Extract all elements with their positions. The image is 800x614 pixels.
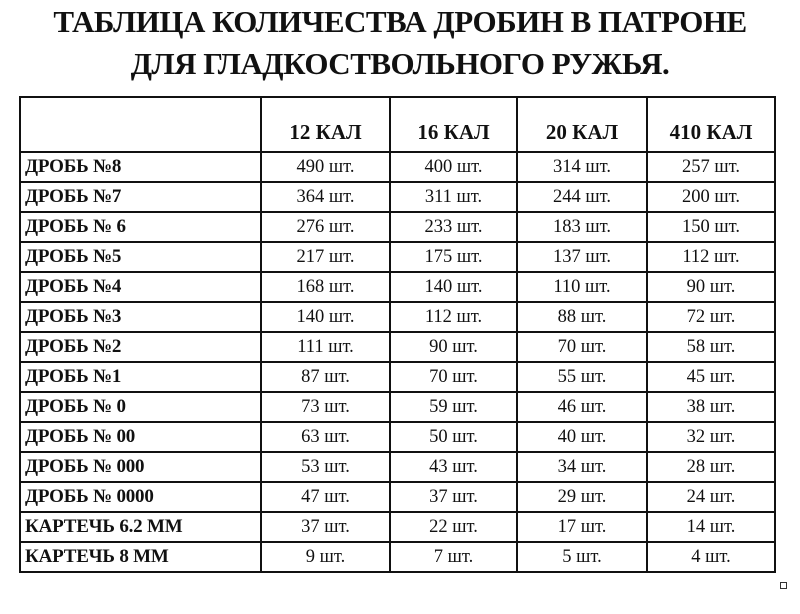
table-cell: 364 шт. [261, 182, 390, 212]
table-row [20, 212, 775, 242]
row-label: ДРОБЬ №1 [20, 362, 261, 392]
table-cell: 45 шт. [647, 362, 775, 392]
table-cell: 5 шт. [517, 542, 647, 572]
row-label: КАРТЕЧЬ 8 ММ [20, 542, 261, 572]
row-label: ДРОБЬ №8 [20, 152, 261, 182]
table-row [20, 332, 775, 362]
table-header-row [20, 97, 775, 152]
table-cell: 59 шт. [390, 392, 517, 422]
table-row [20, 272, 775, 302]
table-row [20, 362, 775, 392]
table-cell: 217 шт. [261, 242, 390, 272]
row-label: ДРОБЬ №7 [20, 182, 261, 212]
table-cell: 150 шт. [647, 212, 775, 242]
row-label: ДРОБЬ №3 [20, 302, 261, 332]
table-cell: 29 шт. [517, 482, 647, 512]
table-cell: 311 шт. [390, 182, 517, 212]
table-cell: 111 шт. [261, 332, 390, 362]
table-cell: 50 шт. [390, 422, 517, 452]
table-cell: 38 шт. [647, 392, 775, 422]
table-cell: 112 шт. [647, 242, 775, 272]
table-row [20, 422, 775, 452]
table-row [20, 392, 775, 422]
table-cell: 37 шт. [261, 512, 390, 542]
table-cell: 140 шт. [390, 272, 517, 302]
table-cell: 244 шт. [517, 182, 647, 212]
table-row [20, 302, 775, 332]
table-header-cell: 20 КАЛ [517, 97, 647, 152]
table-cell: 257 шт. [647, 152, 775, 182]
table-header-corner [20, 97, 261, 152]
table-cell: 55 шт. [517, 362, 647, 392]
table-cell: 46 шт. [517, 392, 647, 422]
row-label: ДРОБЬ № 0 [20, 392, 261, 422]
table-cell: 37 шт. [390, 482, 517, 512]
table-cell: 70 шт. [517, 332, 647, 362]
table-cell: 110 шт. [517, 272, 647, 302]
table-cell: 72 шт. [647, 302, 775, 332]
row-label: ДРОБЬ №2 [20, 332, 261, 362]
table-row [20, 182, 775, 212]
shot-count-table [19, 96, 776, 573]
table-cell: 32 шт. [647, 422, 775, 452]
table-cell: 43 шт. [390, 452, 517, 482]
table-cell: 34 шт. [517, 452, 647, 482]
table-cell: 140 шт. [261, 302, 390, 332]
table-cell: 400 шт. [390, 152, 517, 182]
table-header-cell: 12 КАЛ [261, 97, 390, 152]
table-cell: 7 шт. [390, 542, 517, 572]
table-row [20, 482, 775, 512]
corner-marker [780, 582, 787, 589]
table-row [20, 512, 775, 542]
row-label: КАРТЕЧЬ 6.2 ММ [20, 512, 261, 542]
row-label: ДРОБЬ № 000 [20, 452, 261, 482]
table-cell: 24 шт. [647, 482, 775, 512]
table-header-cell: 16 КАЛ [390, 97, 517, 152]
table-cell: 314 шт. [517, 152, 647, 182]
page-subtitle: ДЛЯ ГЛАДКОСТВОЛЬНОГО РУЖЬЯ. [130, 46, 670, 81]
table-cell: 40 шт. [517, 422, 647, 452]
table-row [20, 242, 775, 272]
table-cell: 276 шт. [261, 212, 390, 242]
table-cell: 22 шт. [390, 512, 517, 542]
table-cell: 168 шт. [261, 272, 390, 302]
table-cell: 175 шт. [390, 242, 517, 272]
table-row [20, 542, 775, 572]
table-header-cell: 410 КАЛ [647, 97, 775, 152]
table-cell: 90 шт. [647, 272, 775, 302]
table-cell: 88 шт. [517, 302, 647, 332]
table-row [20, 152, 775, 182]
row-label: ДРОБЬ №4 [20, 272, 261, 302]
table-cell: 90 шт. [390, 332, 517, 362]
table-row [20, 452, 775, 482]
table-cell: 183 шт. [517, 212, 647, 242]
page-title: ТАБЛИЦА КОЛИЧЕСТВА ДРОБИН В ПАТРОНЕ [53, 4, 747, 39]
table-cell: 53 шт. [261, 452, 390, 482]
table-cell: 70 шт. [390, 362, 517, 392]
table-cell: 233 шт. [390, 212, 517, 242]
table-cell: 73 шт. [261, 392, 390, 422]
row-label: ДРОБЬ № 6 [20, 212, 261, 242]
table-cell: 4 шт. [647, 542, 775, 572]
table-cell: 58 шт. [647, 332, 775, 362]
table-cell: 137 шт. [517, 242, 647, 272]
row-label: ДРОБЬ №5 [20, 242, 261, 272]
table-cell: 87 шт. [261, 362, 390, 392]
table-cell: 28 шт. [647, 452, 775, 482]
table-cell: 47 шт. [261, 482, 390, 512]
table-cell: 200 шт. [647, 182, 775, 212]
table-cell: 9 шт. [261, 542, 390, 572]
row-label: ДРОБЬ № 0000 [20, 482, 261, 512]
table-cell: 14 шт. [647, 512, 775, 542]
table-cell: 17 шт. [517, 512, 647, 542]
table-cell: 490 шт. [261, 152, 390, 182]
row-label: ДРОБЬ № 00 [20, 422, 261, 452]
table-body [20, 152, 775, 572]
table-cell: 63 шт. [261, 422, 390, 452]
table-cell: 112 шт. [390, 302, 517, 332]
